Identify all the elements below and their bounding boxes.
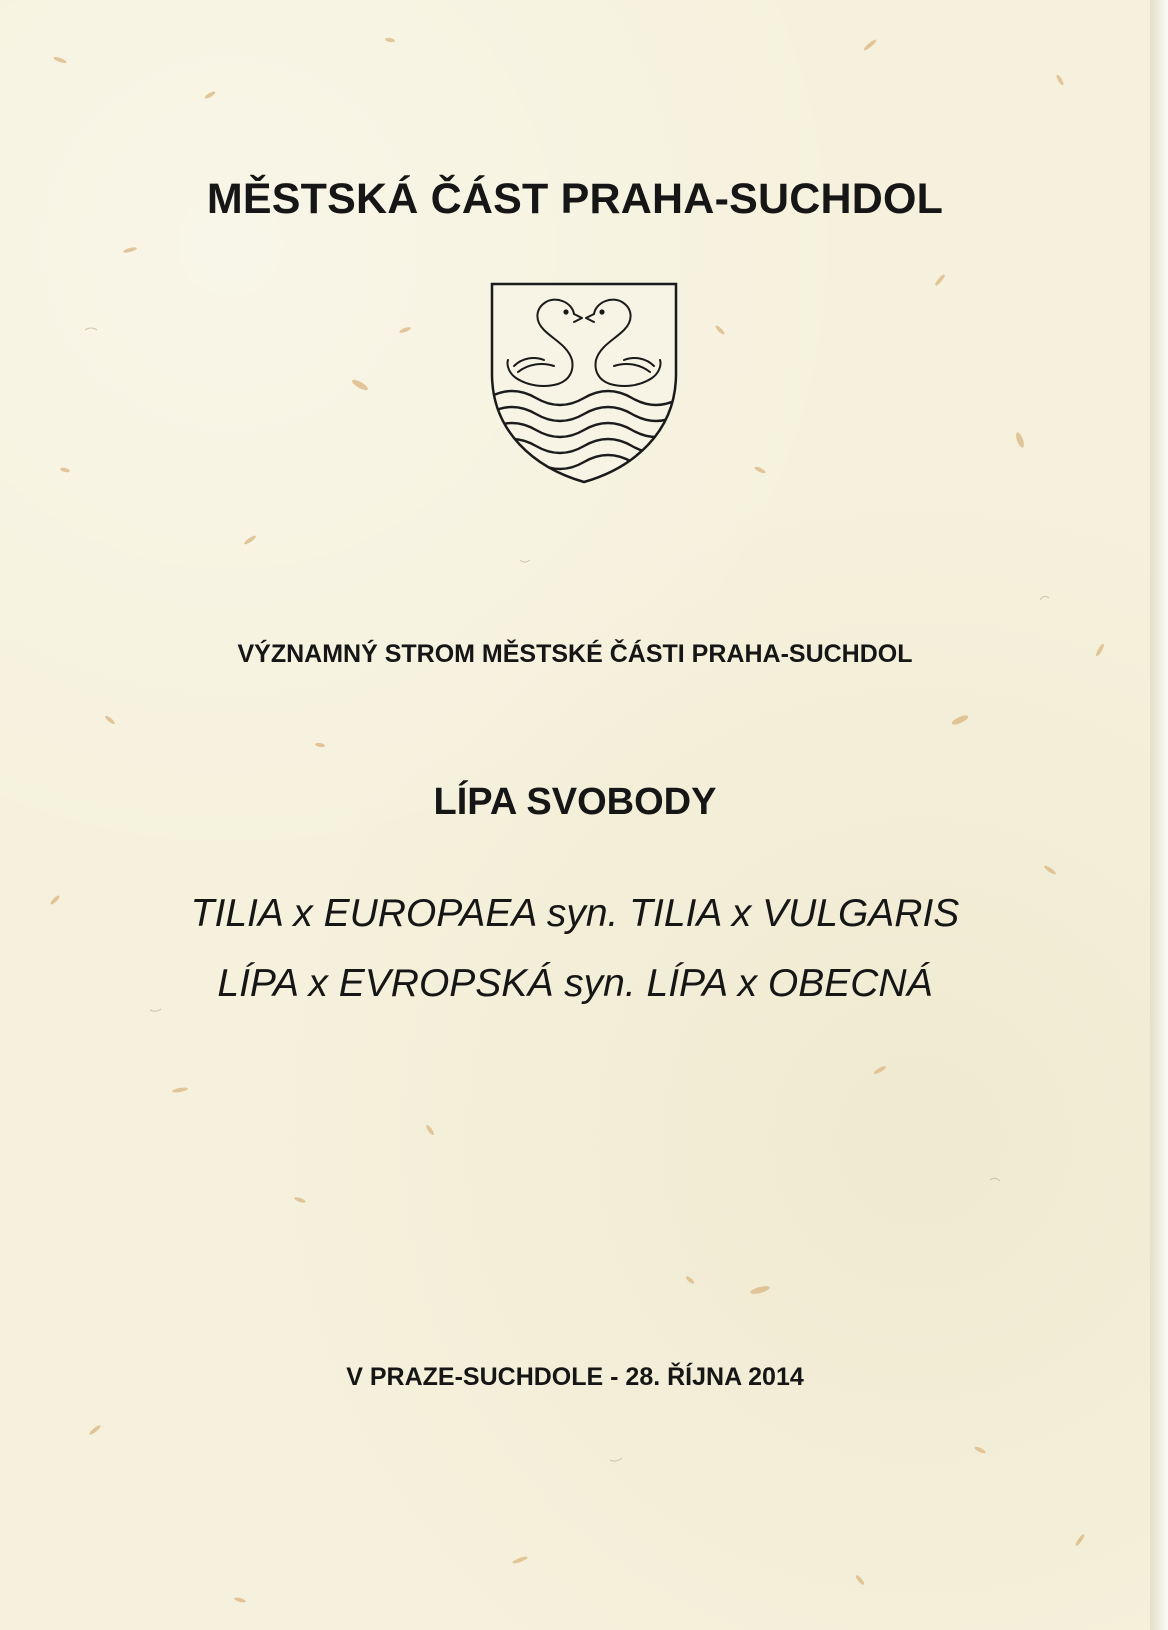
page-edge: [1150, 0, 1168, 1630]
latin-name: TILIA x EUROPAEA syn. TILIA x VULGARIS: [190, 892, 960, 935]
page-title: MĚSTSKÁ ČÁST PRAHA-SUCHDOL: [206, 175, 944, 223]
tree-name-heading: LÍPA SVOBODY: [433, 781, 717, 823]
czech-name: LÍPA x EVROPSKÁ syn. LÍPA x OBECNÁ: [217, 962, 933, 1005]
document-subtitle: VÝZNAMNÝ STROM MĚSTSKÉ ČÁSTI PRAHA-SUCHDOL: [237, 640, 913, 668]
coat-of-arms-two-swans-icon: [488, 280, 680, 486]
place-and-date: V PRAZE-SUCHDOLE - 28. ŘÍJNA 2014: [346, 1363, 804, 1391]
